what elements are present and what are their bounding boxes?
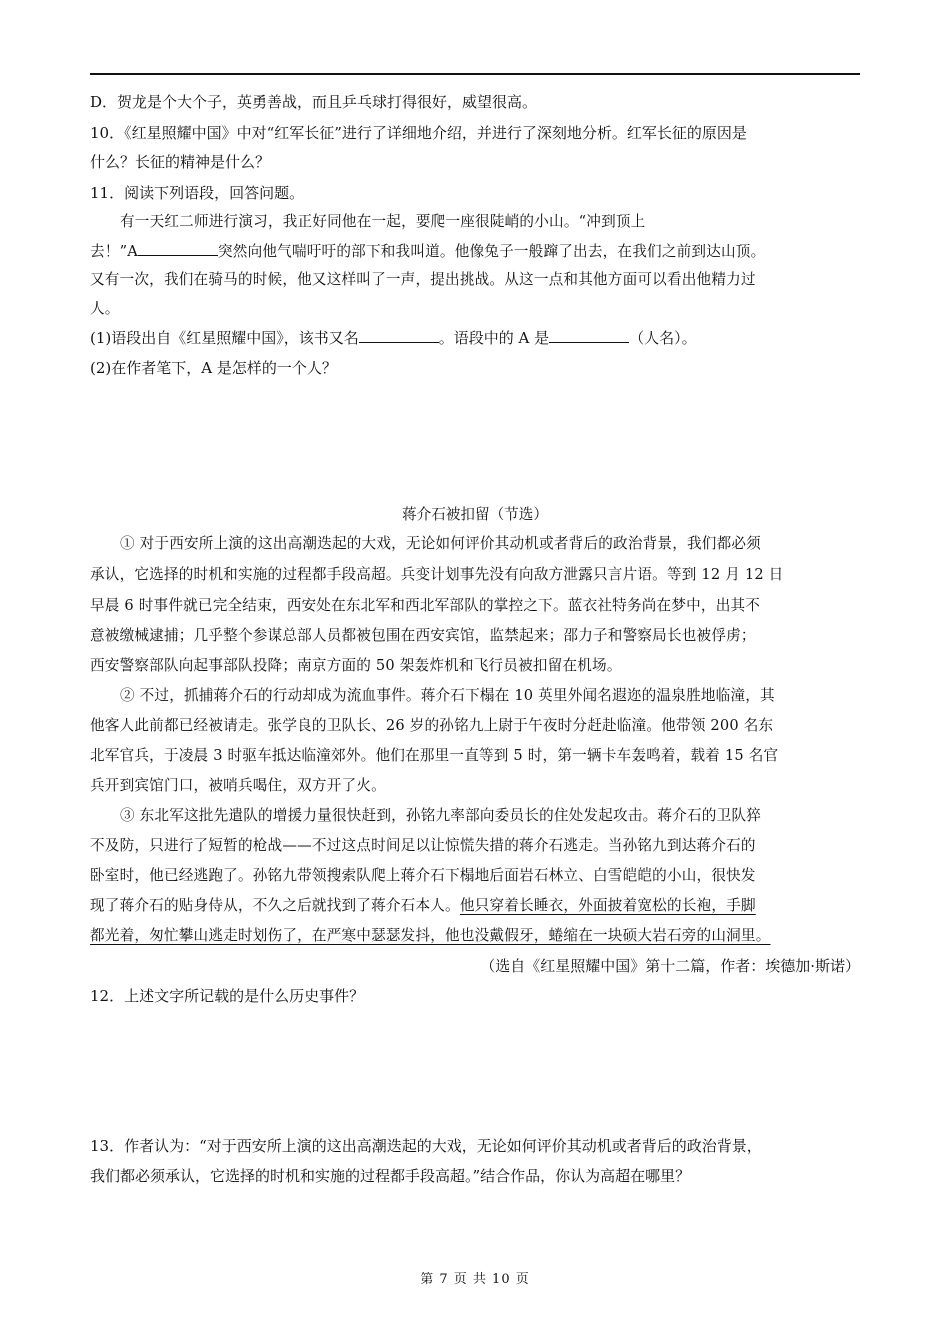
question-13-line-2: 我们都必须承认，它选择的时机和实施的过程都手段高超。”结合作品，你认为高超在哪里？ (90, 1167, 691, 1185)
article-source: （选自《红星照耀中国》第十二篇，作者：埃德加·斯诺） (480, 957, 860, 975)
blank-a (138, 241, 218, 256)
page-number: 第 7 页 共 10 页 (420, 1272, 530, 1287)
para3-line-1: ③ 东北军这批先遣队的增援力量很快赶到，孙铭九率部向委员长的住处发起攻击。蒋介石的卫队猝 (120, 807, 761, 824)
para1-line-2: 承认，它选择的时机和实施的过程都手段高超。兵变计划事先没有向敌方泄露只言片语。等到 12 月 12 日 (90, 566, 784, 583)
para3-line-4 (90, 896, 860, 916)
q11-passage-line-4: 人。 (90, 300, 120, 317)
option-d: D．贺龙是个大个子，英勇善战，而且乒乓球打得很好，威望很高。 (90, 93, 538, 111)
q11-passage-line-2 (90, 241, 860, 262)
q11-sub-1-mid: 。语段中的 A 是 (438, 329, 550, 347)
underlined-sentence-end: 都光着，匆忙攀山逃走时划伤了，在严寒中瑟瑟发抖，他也没戴假牙，蜷缩在一块硕大岩石旁的山洞里。 (90, 927, 771, 944)
q11-sub-1-pre: (1)语段出自《红星照耀中国》，该书又名 (90, 329, 359, 347)
q11-passage-post: 突然向他气喘吁吁的部下和我叫道。他像兔子一般蹿了出去，在我们之前到达山顶。 (218, 243, 766, 260)
question-10-line-1: 10．《红星照耀中国》中对“红军长征”进行了详细地介绍，并进行了深刻地分析。红军长征的原因是 (90, 124, 747, 142)
blank-book-name (359, 328, 439, 343)
question-13-line-1: 13．作者认为：“对于西安所上演的这出高潮迭起的大戏，无论如何评价其动机或者背后的政治背景， (90, 1137, 762, 1155)
para2-line-3: 北军官兵，于凌晨 3 时驱车抵达临潼郊外。他们在那里一直等到 5 时，第一辆卡车轰鸣着，载着 15 名官 (90, 747, 779, 764)
header-rule (90, 73, 860, 75)
para3-line-3: 卧室时，他已经逃跑了。孙铭九带领搜索队爬上蒋介石下榻地后面岩石林立、白雪皑皑的小山，很快发 (90, 867, 756, 884)
para3-line-2: 不及防，只进行了短暂的枪战——不过这点时间足以让惊慌失措的蒋介石逃走。当孙铭九到达蒋介石的 (90, 837, 756, 854)
question-11: 11．阅读下列语段，回答问题。 (90, 184, 305, 202)
para1-line-4: 意被缴械逮捕；几乎整个参谋总部人员都被包围在西安宾馆，监禁起来；邵力子和警察局长也被俘虏； (90, 627, 756, 644)
q11-passage-pre: 去！”A (90, 243, 138, 260)
underlined-sentence-start: 他只穿着长睡衣，外面披着宽松的长袍，手脚 (459, 897, 756, 914)
question-10-line-2: 什么？长征的精神是什么？ (90, 153, 271, 171)
article-title: 蒋介石被扣留（节选） (402, 506, 548, 523)
question-12: 12．上述文字所记载的是什么历史事件？ (90, 987, 365, 1005)
q11-passage-line-3: 又有一次，我们在骑马的时候，他又这样叫了一声，提出挑战。从这一点和其他方面可以看出他精力过 (90, 271, 756, 288)
para1-line-3: 早晨 6 时事件就已完全结束，西安处在东北军和西北军部队的掌控之下。蓝衣社特务尚在梦中，出其不 (90, 597, 761, 614)
para2-line-1: ② 不过，抓捕蒋介石的行动却成为流血事件。蒋介石下榻在 10 英里外闻名遐迩的温泉胜地临潼，其 (120, 687, 775, 704)
q11-sub-1-post: （人名）。 (629, 329, 697, 347)
para1-line-5: 西安警察部队向起事部队投降；南京方面的 50 架轰炸机和飞行员被扣留在机场。 (90, 657, 622, 674)
para3-line-4-plain: 现了蒋介石的贴身侍从，不久之后就找到了蒋介石本人。 (90, 897, 460, 914)
para2-line-2: 他客人此前都已经被请走。张学良的卫队长、26 岁的孙铭九上尉于午夜时分赶赴临潼。他带领 200 名东 (90, 717, 774, 734)
para2-line-4: 兵开到宾馆门口，被哨兵喝住，双方开了火。 (90, 777, 386, 794)
para1-line-1: ① 对于西安所上演的这出高潮迭起的大戏，无论如何评价其动机或者背后的政治背景，我们都必须 (120, 535, 761, 552)
q11-sub-1 (90, 328, 860, 348)
blank-person-name (549, 328, 629, 343)
q11-sub-2: (2)在作者笔下，A 是怎样的一个人？ (90, 359, 337, 377)
q11-passage-line-1: 有一天红二师进行演习，我正好同他在一起，要爬一座很陡峭的小山。“冲到顶上 (120, 213, 646, 230)
